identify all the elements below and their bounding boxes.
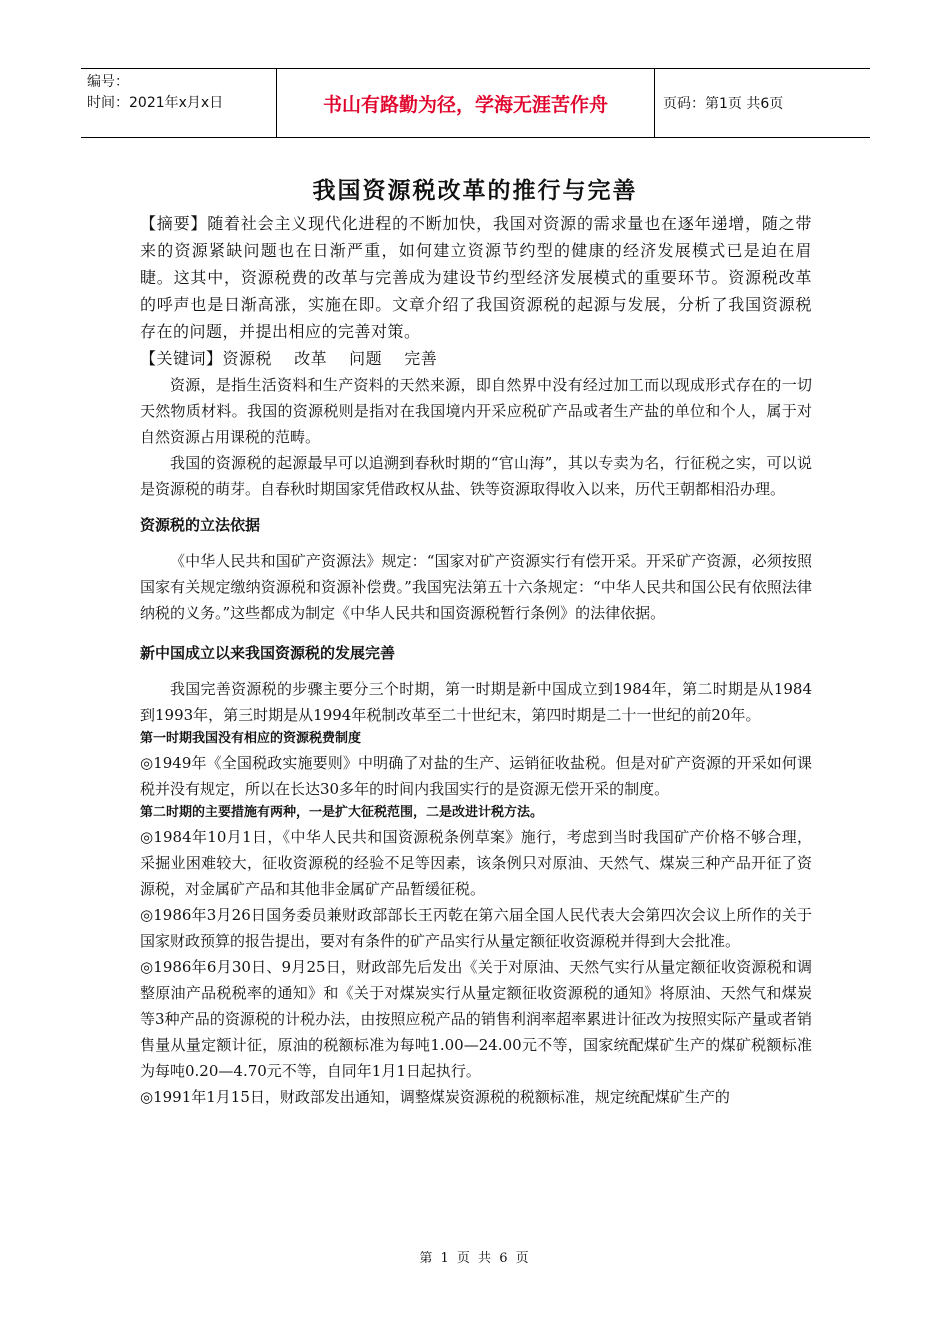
period2-paragraph-4: ◎1991年1月15日，财政部发出通知，调整煤炭资源税的税额标准，规定统配煤矿生产的 xyxy=(140,1088,730,1106)
section-heading-legal-basis: 资源税的立法依据 xyxy=(140,516,261,534)
header-meta xyxy=(81,69,277,137)
page-header xyxy=(81,68,870,138)
period1-heading: 第一时期我国没有相应的资源税费制度 xyxy=(140,731,362,746)
period2-paragraph-2: ◎1986年3月26日国务委员兼财政部部长王丙乾在第六届全国人民代表大会第四次会议上所作的关于国家财政预算的报告提出，要对有条件的矿产品实行从量定额征收资源税并得到大会批准。 xyxy=(140,906,812,950)
header-page-number: 页码：第1页 共6页 xyxy=(663,96,784,112)
page-footer: 第 1 页 共 6 页 xyxy=(419,1251,531,1266)
period2-heading: 第二时期的主要措施有两种，一是扩大征税范围，二是改进计税方法。 xyxy=(140,805,544,820)
document-number-label: 编号： xyxy=(87,74,129,90)
intro-paragraph-2: 我国的资源税的起源最早可以追溯到春秋时期的“官山海”，其以专卖为名，行征税之实，可以说是资源税的萌芽。自春秋时期国家凭借政权从盐、铁等资源取得收入以来，历代王朝都相沿办理。 xyxy=(140,454,812,498)
development-paragraph: 我国完善资源税的步骤主要分三个时期，第一时期是新中国成立到1984年，第二时期是从1984到1993年，第三时期是从1994年税制改革至二十世纪末，第四时期是二十一世纪的前20年。 xyxy=(140,680,812,724)
period2-paragraph-3: ◎1986年6月30日、9月25日，财政部先后发出《关于对原油、天然气实行从量定额征收资源税和调整原油产品税税率的通知》和《关于对煤炭实行从量定额征收资源税的通知》将原油、天然气和煤炭等3种产品的资源税的计税办法，由按照应税产品的销售利润率超率累进计征改为按照实际产量或者销售量从量定额计征，原油的税额标准为每吨1.00—24.00元不等，国家统配煤矿生产的煤矿税额标准为每吨0.20—4.70元不等，自同年1月1日起执行。 xyxy=(140,958,812,1080)
period1-paragraph: ◎1949年《全国税政实施要则》中明确了对盐的生产、运销征收盐税。但是对矿产资源的开采如何课税并没有规定，所以在长达30多年的时间内我国实行的是资源无偿开采的制度。 xyxy=(140,754,812,798)
period2-paragraph-1: ◎1984年10月1日，《中华人民共和国资源税条例草案》施行，考虑到当时我国矿产价格不够合理，采掘业困难较大，征收资源税的经验不足等因素，该条例只对原油、天然气、煤炭三种产品开征了资源税，对金属矿产品和其他非金属矿产品暂缓征税。 xyxy=(140,828,812,898)
section-heading-development: 新中国成立以来我国资源税的发展完善 xyxy=(140,644,396,662)
abstract-paragraph: 【摘要】随着社会主义现代化进程的不断加快，我国对资源的需求量也在逐年递增，随之带来的资源紧缺问题也在日渐严重，如何建立资源节约型的健康的经济发展模式已是迫在眉睫。这其中，资源税费的改革与完善成为建设节约型经济发展模式的重要环节。资源税改革的呼声也是日渐高涨，实施在即。文章介绍了我国资源税的起源与发展，分析了我国资源税存在的问题，并提出相应的完善对策。 xyxy=(140,214,812,341)
intro-paragraph-1: 资源，是指生活资料和生产资料的天然来源，即自然界中没有经过加工而以现成形式存在的一切天然物质材料。我国的资源税则是指对在我国境内开采应税矿产品或者生产盐的单位和个人，属于对自然资源占用课税的范畴。 xyxy=(140,376,812,446)
header-motto: 书山有路勤为径，学海无涯苦作舟 xyxy=(277,69,655,137)
keywords-line: 【关键词】资源税 改革 问题 完善 xyxy=(140,349,438,368)
document-time-label: 时间：2021年x月x日 xyxy=(87,95,224,111)
document-title: 我国资源税改革的推行与完善 xyxy=(312,177,638,204)
document-body xyxy=(140,210,812,1110)
legal-basis-paragraph: 《中华人民共和国矿产资源法》规定：“国家对矿产资源实行有偿开采。开采矿产资源，必须按照国家有关规定缴纳资源税和资源补偿费。”我国宪法第五十六条规定：“中华人民共和国公民有依照法律纳税的义务。”这些都成为制定《中华人民共和国资源税暂行条例》的法律依据。 xyxy=(140,552,812,622)
